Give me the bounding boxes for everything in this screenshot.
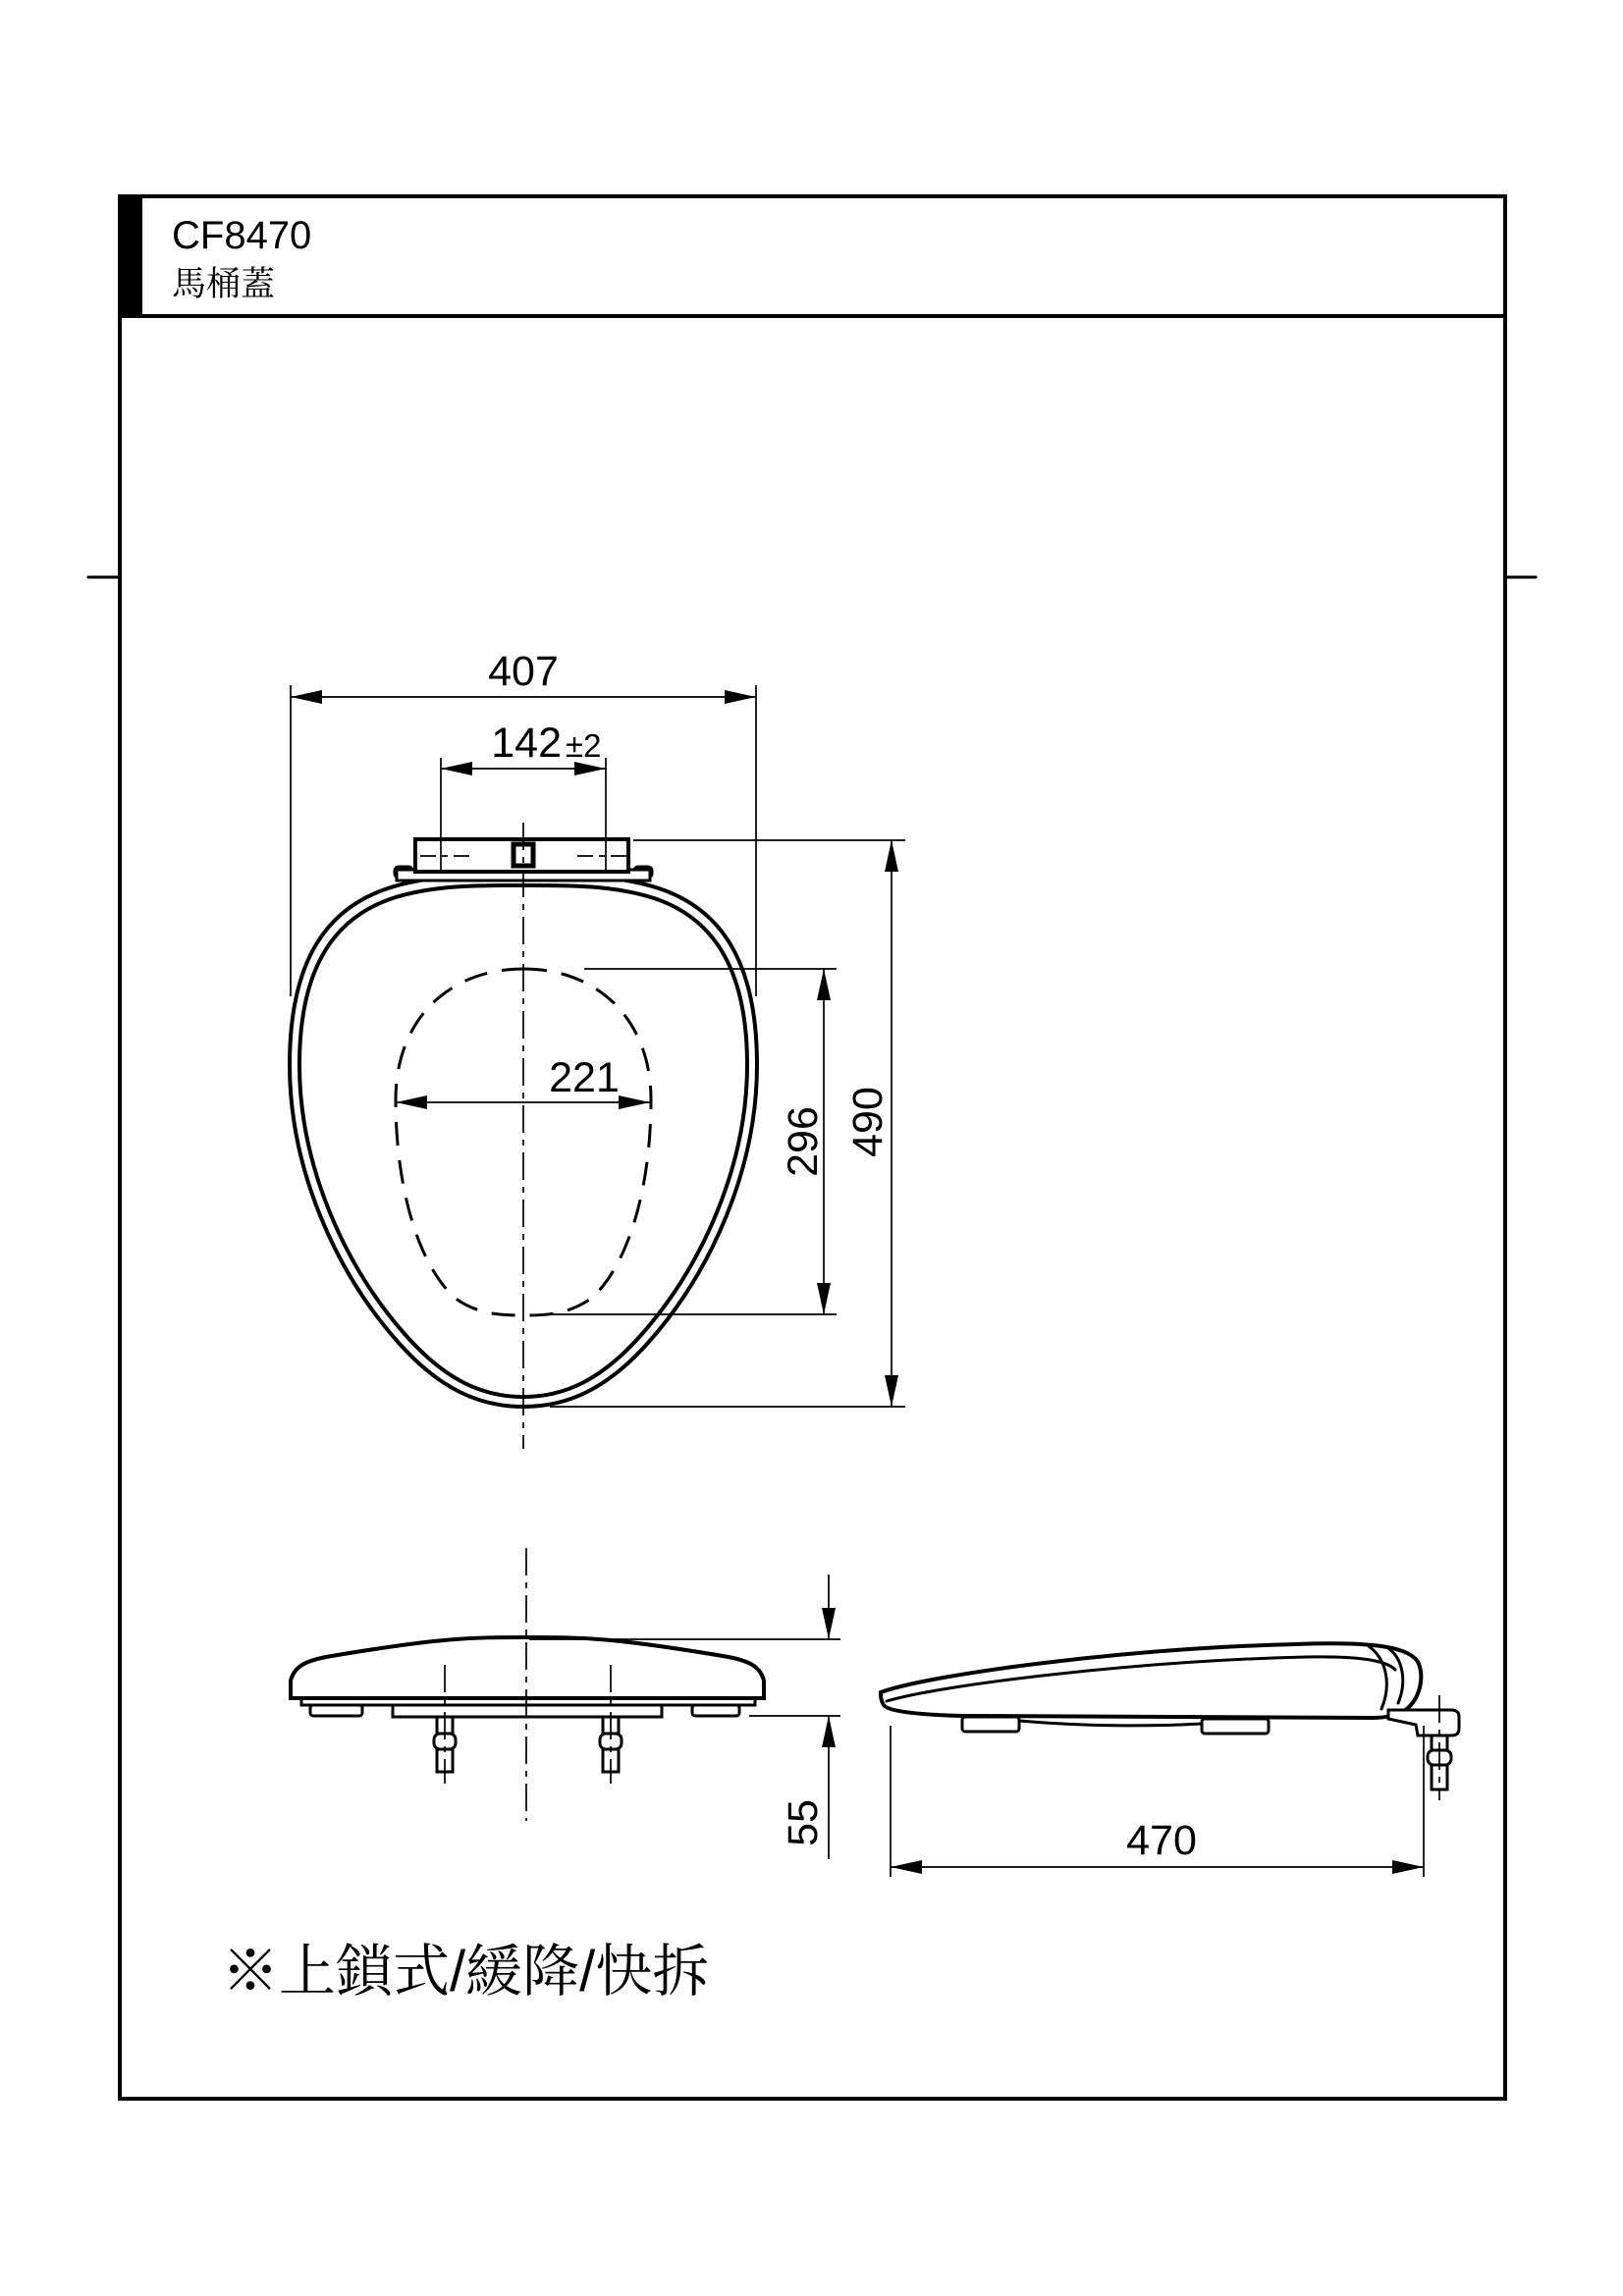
dim-value: 221	[549, 1054, 620, 1101]
dim-inner-depth	[542, 969, 837, 1314]
dim-value: 142	[491, 720, 562, 767]
dim-overall-depth	[550, 840, 905, 1407]
dim-value: 470	[1126, 1817, 1197, 1864]
side-view	[881, 1643, 1459, 1800]
arrow-up-icon	[885, 840, 898, 872]
dim-value: 296	[780, 1106, 827, 1177]
front-foot-right	[692, 1705, 739, 1716]
feature-note: ※上鎖式/緩降/快拆	[222, 1940, 710, 2003]
side-bottom-sag	[1019, 1721, 1202, 1726]
arrow-up-icon	[817, 969, 831, 1000]
arrow-down-icon	[885, 1375, 898, 1407]
front-foot-left	[310, 1705, 362, 1716]
arrow-up-icon	[822, 1716, 836, 1747]
side-back-arc-inner	[1369, 1646, 1386, 1709]
arrow-down-icon	[822, 1608, 836, 1639]
model-number: CF8470	[172, 214, 312, 257]
side-bumper-left	[962, 1717, 1019, 1732]
arrow-right-icon	[725, 690, 756, 704]
arrow-down-icon	[817, 1283, 831, 1314]
dim-value: 490	[844, 1087, 892, 1157]
arrow-left-icon	[396, 1095, 427, 1109]
arrow-left-icon	[441, 762, 472, 775]
side-inner-line	[887, 1657, 1395, 1701]
title-block	[172, 214, 311, 303]
arrow-right-icon	[574, 762, 606, 775]
dim-value: 55	[780, 1799, 827, 1846]
dim-value: 407	[488, 648, 559, 695]
title-accent-bar	[118, 194, 142, 318]
front-profile-outline	[291, 1637, 764, 1698]
arrow-left-icon	[291, 690, 322, 704]
dim-profile-length	[891, 1726, 1424, 1877]
front-mount-plate	[393, 1705, 662, 1717]
side-bumper-right	[1202, 1719, 1269, 1734]
product-name: 馬桶蓋	[172, 265, 276, 303]
front-view	[291, 1548, 764, 1821]
dim-tolerance: ±2	[566, 727, 602, 764]
arrow-right-icon	[619, 1095, 650, 1109]
side-profile-outline	[881, 1643, 1421, 1718]
top-view	[290, 823, 757, 1449]
arrow-right-icon	[1392, 1860, 1424, 1874]
arrow-left-icon	[891, 1860, 922, 1874]
side-back-arc-outer	[1388, 1648, 1403, 1703]
